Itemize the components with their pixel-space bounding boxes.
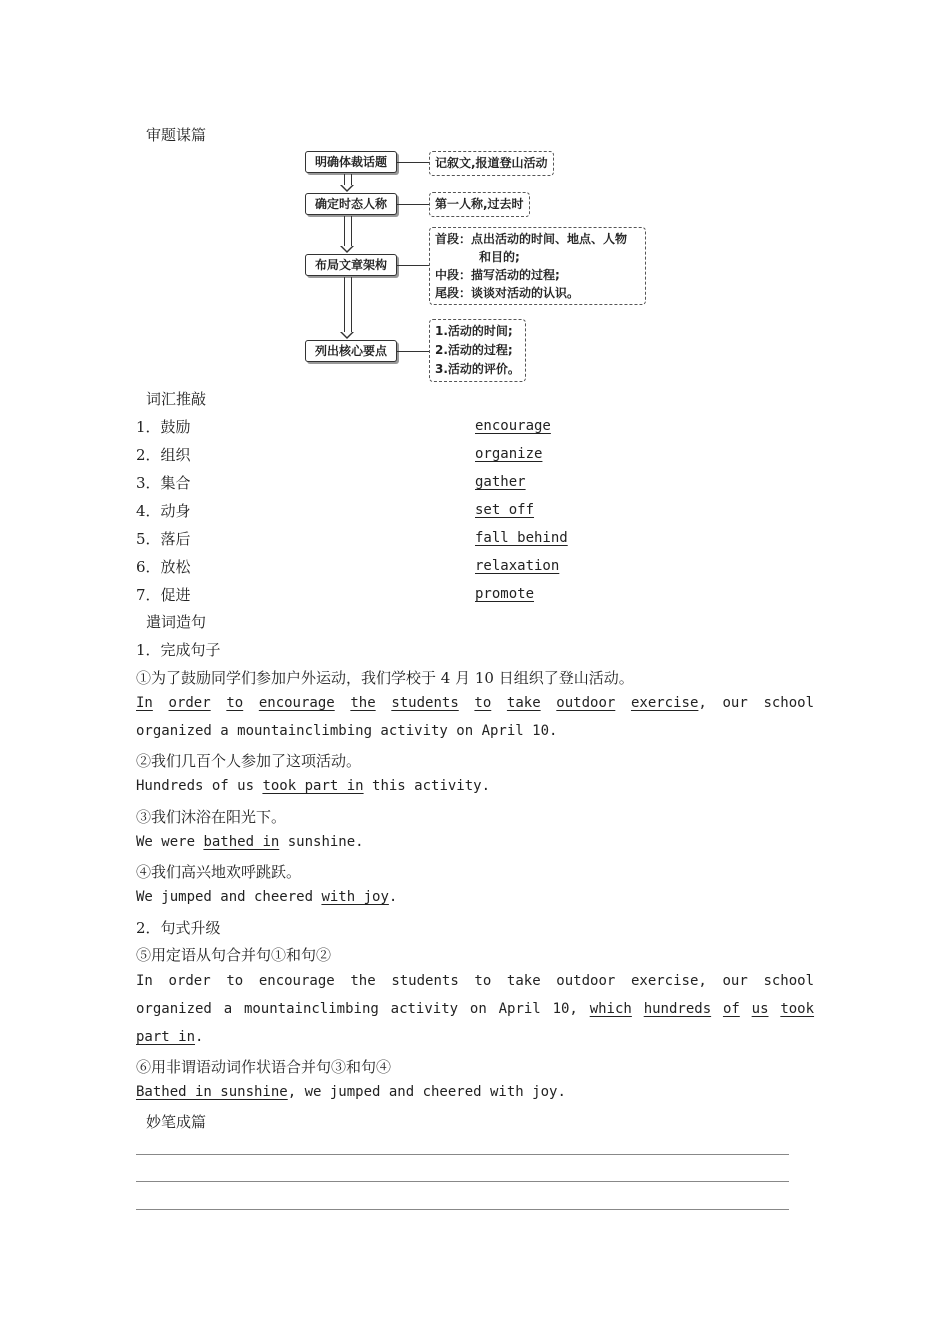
q5-word: April xyxy=(498,1001,541,1017)
q5-word: our xyxy=(722,973,748,989)
vocab-item xyxy=(136,472,191,493)
q5-word: activity xyxy=(390,1001,459,1017)
vocab-item xyxy=(136,556,191,577)
writing-line xyxy=(136,1209,789,1210)
q5-answer-word: which xyxy=(589,1001,632,1017)
q6-en xyxy=(136,1084,566,1100)
q2-cn: ②我们几百个人参加了这项活动。 xyxy=(136,752,362,770)
q1-answer-word: In xyxy=(136,695,153,711)
vocab-cn: 促进 xyxy=(160,586,191,604)
vocab-num: 7． xyxy=(136,586,161,604)
q6-cn: ⑥用非谓语动词作状语合并句③和句④ xyxy=(136,1058,392,1076)
vocab-item xyxy=(136,528,191,549)
vocab-answer: gather xyxy=(475,474,526,490)
vocab-answer: fall behind xyxy=(475,530,568,546)
q3-text: We were xyxy=(136,834,204,850)
part1-title: 1．完成句子 xyxy=(136,641,221,659)
flow-note-4 xyxy=(429,319,526,382)
q1-answer-word: take xyxy=(506,695,541,711)
q2-text: this activity. xyxy=(363,778,491,794)
q5-word: In xyxy=(136,973,153,989)
vocab-cn: 集合 xyxy=(160,474,191,492)
q5-en-line2 xyxy=(136,1001,814,1017)
q1-word: , xyxy=(698,695,707,711)
q5-word: encourage xyxy=(258,973,335,989)
q5-word: organized xyxy=(136,1001,212,1017)
vocab-cn: 鼓励 xyxy=(160,418,191,436)
q4-en xyxy=(136,889,397,905)
flow-note-3-line: 中段：描写活动的过程; xyxy=(435,268,560,282)
flow-step-3: 布局文章架构 xyxy=(305,254,397,276)
vocab-answer: relaxation xyxy=(475,558,560,574)
connector-line xyxy=(397,351,429,352)
q5-word: mountainclimbing xyxy=(243,1001,379,1017)
q1-answer-word: outdoor xyxy=(556,695,616,711)
q5-word: take xyxy=(506,973,541,989)
q3-answer: bathed in xyxy=(203,834,280,850)
section-title-cihui: 词汇推敲 xyxy=(146,390,207,408)
q5-answer: part in xyxy=(136,1029,196,1045)
q1-en-line2: organized a mountainclimbing activity on April 10. xyxy=(136,723,558,739)
down-arrow-icon xyxy=(344,174,352,186)
vocab-num: 6． xyxy=(136,558,161,576)
flow-note-3-line: 尾段：谈谈对活动的认识。 xyxy=(435,286,580,300)
q5-word: to xyxy=(226,973,244,989)
q5-word: the xyxy=(350,973,376,989)
section-title-qianci: 遣词造句 xyxy=(146,613,207,631)
q5-en-line1 xyxy=(136,973,814,989)
flow-step-2: 确定时态人称 xyxy=(305,193,397,215)
connector-line xyxy=(397,162,429,163)
flow-note-3 xyxy=(429,227,646,305)
vocab-item xyxy=(136,500,191,521)
q1-answer-word: exercise xyxy=(630,695,699,711)
flow-note-3-line: 首段：点出活动的时间、地点、人物 xyxy=(435,232,628,246)
flow-note-1: 记叙文,报道登山活动 xyxy=(429,151,554,176)
q1-answer-word: to xyxy=(226,695,244,711)
vocab-item xyxy=(136,584,191,605)
q1-en-line1 xyxy=(136,695,814,711)
q3-text: sunshine. xyxy=(279,834,364,850)
section-title-miaobi: 妙笔成篇 xyxy=(146,1113,207,1131)
vocab-cn: 放松 xyxy=(160,558,191,576)
q5-word: order xyxy=(168,973,211,989)
q5-answer-word: of xyxy=(722,1001,740,1017)
q5-answer-word: hundreds xyxy=(643,1001,712,1017)
vocab-answer: encourage xyxy=(475,418,551,434)
vocab-answer: organize xyxy=(475,446,543,462)
q6-text: , we jumped and cheered with joy. xyxy=(287,1084,566,1100)
q5-cn: ⑤用定语从句合并句①和句② xyxy=(136,946,332,964)
down-arrow-icon xyxy=(344,277,352,333)
q5-word: 10, xyxy=(552,1001,578,1017)
q1-cn: ①为了鼓励同学们参加户外运动，我们学校于 4 月 10 日组织了登山活动。 xyxy=(136,669,634,687)
vocab-item xyxy=(136,416,191,437)
q5-text: . xyxy=(195,1029,204,1045)
vocab-cn: 动身 xyxy=(160,502,191,520)
q1-answer-word: to xyxy=(474,695,492,711)
q6-answer: Bathed in sunshine xyxy=(136,1084,288,1100)
writing-line xyxy=(136,1181,789,1182)
flow-note-4-line: 3.活动的评价。 xyxy=(435,362,520,376)
writing-line xyxy=(136,1154,789,1155)
q1-answer-word: order xyxy=(168,695,211,711)
q5-word: exercise, xyxy=(630,973,707,989)
vocab-num: 5． xyxy=(136,530,161,548)
q5-word: on xyxy=(469,1001,487,1017)
q5-word: a xyxy=(223,1001,233,1017)
q1-answer-word: students xyxy=(391,695,459,711)
q5-answer-word: took xyxy=(780,1001,815,1017)
q5-word: school xyxy=(763,973,815,989)
q4-cn: ④我们高兴地欢呼跳跃。 xyxy=(136,863,302,881)
vocab-num: 4． xyxy=(136,502,161,520)
flow-note-4-line: 2.活动的过程; xyxy=(435,343,513,357)
vocab-answer: set off xyxy=(475,502,535,518)
vocab-num: 2． xyxy=(136,446,161,464)
connector-line xyxy=(397,265,429,266)
q4-text: We jumped and cheered xyxy=(136,889,322,905)
connector-line xyxy=(397,204,429,205)
q5-word: students xyxy=(391,973,459,989)
vocab-cn: 组织 xyxy=(160,446,191,464)
q4-answer: with joy xyxy=(321,889,389,905)
q3-en xyxy=(136,834,364,850)
vocab-num: 3． xyxy=(136,474,161,492)
down-arrow-icon xyxy=(344,216,352,247)
q5-word: outdoor xyxy=(556,973,616,989)
section-title-shenti: 审题谋篇 xyxy=(146,126,207,144)
q3-cn: ③我们沐浴在阳光下。 xyxy=(136,808,287,826)
q1-word: our xyxy=(722,695,748,711)
vocab-num: 1． xyxy=(136,418,161,436)
flow-note-3-line: 和目的; xyxy=(479,250,520,264)
vocab-answer: promote xyxy=(475,586,535,602)
q1-word: school xyxy=(763,695,815,711)
q2-en xyxy=(136,778,490,794)
vocab-item xyxy=(136,444,191,465)
q4-text: . xyxy=(388,889,398,905)
vocab-cn: 落后 xyxy=(160,530,191,548)
q2-answer: took part in xyxy=(262,778,364,794)
q2-text: Hundreds of us xyxy=(136,778,263,794)
q1-answer-word: encourage xyxy=(258,695,335,711)
q1-answer-word: the xyxy=(350,695,376,711)
flow-step-1: 明确体裁话题 xyxy=(305,151,397,173)
flow-step-4: 列出核心要点 xyxy=(305,340,397,362)
q5-answer-word: us xyxy=(751,1001,769,1017)
flow-note-4-line: 1.活动的时间; xyxy=(435,324,513,338)
q5-en-line3 xyxy=(136,1029,203,1045)
q5-word: to xyxy=(474,973,492,989)
part2-title: 2．句式升级 xyxy=(136,919,221,937)
flow-note-2: 第一人称,过去时 xyxy=(429,192,530,217)
